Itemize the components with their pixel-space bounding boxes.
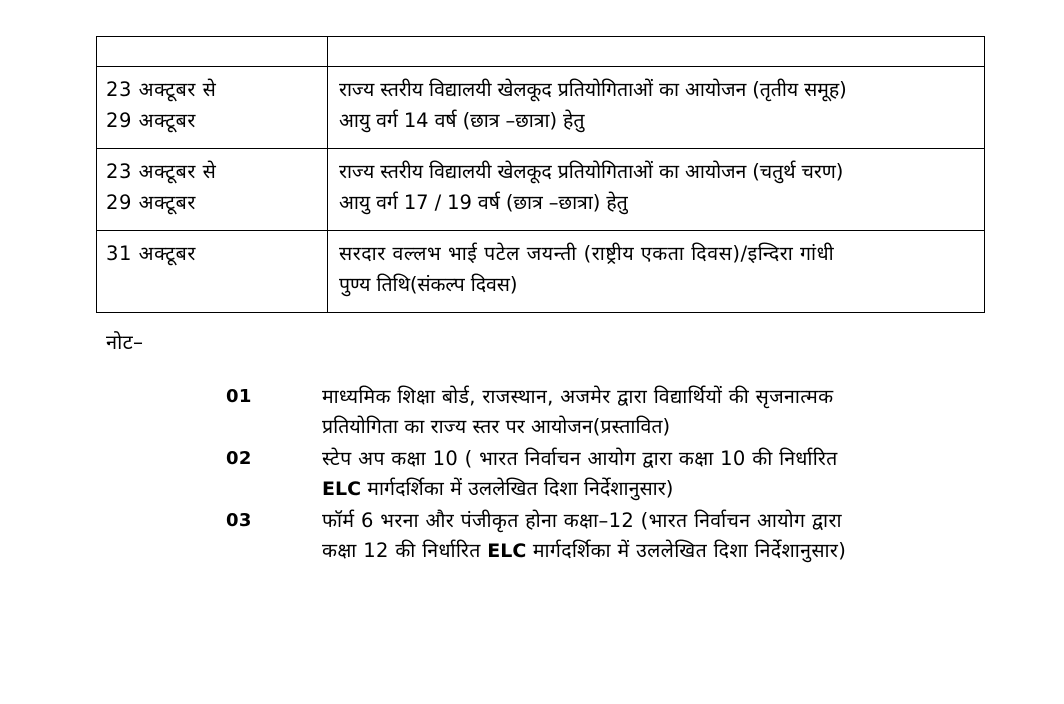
date-line: 29 अक्टूबर (106, 191, 196, 214)
date-line: 23 अक्टूबर से (106, 160, 217, 183)
note-segment: मार्गदर्शिका में उललेखित दिशा निर्देशानुसार) (361, 477, 674, 500)
note-line (322, 536, 1026, 566)
note-segment: मार्गदर्शिका में उललेखित दिशा निर्देशानुसार) (526, 539, 847, 562)
note-segment: प्रतियोगिता का राज्य स्तर पर आयोजन(प्रस्तावित) (322, 415, 671, 438)
note-text (322, 444, 1026, 504)
note-text (322, 382, 1026, 442)
description-line: सरदार वल्लभ भाई पटेल जयन्ती (राष्ट्रीय एकता दिवस)/इन्दिरा गांधी (339, 242, 835, 265)
note-number: 02 (226, 448, 252, 469)
note-segment: कक्षा 12 की निर्धारित (322, 539, 488, 562)
note-segment-latin: ELC (322, 478, 362, 500)
note-segment: माध्यमिक शिक्षा बोर्ड, राजस्थान, अजमेर द्वारा विद्यार्थियों की सृजनात्मक (322, 385, 834, 408)
header-cell-description (328, 37, 985, 67)
notes-list (226, 382, 1026, 568)
table-row (97, 149, 985, 231)
cell-description (328, 67, 985, 149)
note-line (322, 412, 1026, 442)
date-line: 31 अक्टूबर (106, 242, 196, 265)
date-line: 29 अक्टूबर (106, 109, 196, 132)
note-line (322, 382, 1026, 412)
description-line: राज्य स्तरीय विद्यालयी खेलकूद प्रतियोगिताओं का आयोजन (तृतीय समूह) (339, 78, 847, 101)
note-line (322, 444, 1026, 474)
description-line: राज्य स्तरीय विद्यालयी खेलकूद प्रतियोगिताओं का आयोजन (चतुर्थ चरण) (339, 160, 844, 183)
table-header-row (97, 37, 985, 67)
note-segment-latin: ELC (487, 540, 527, 562)
cell-date (97, 67, 328, 149)
schedule-table-body (97, 37, 985, 313)
description-line: आयु वर्ग 14 वर्ष (छात्र –छात्रा) हेतु (339, 109, 585, 132)
header-cell-date (97, 37, 328, 67)
cell-description (328, 149, 985, 231)
note-number: 01 (226, 386, 252, 407)
note-number: 03 (226, 510, 252, 531)
note-item (226, 382, 1026, 442)
note-text (322, 506, 1026, 566)
note-item (226, 506, 1026, 566)
note-line (322, 474, 1026, 504)
note-line (322, 506, 1026, 536)
cell-description (328, 231, 985, 313)
table-row (97, 231, 985, 313)
note-item (226, 444, 1026, 504)
note-segment: स्टेप अप कक्षा 10 ( भारत निर्वाचन आयोग द्वारा कक्षा 10 की निर्धारित (322, 447, 838, 470)
description-line: आयु वर्ग 17 / 19 वर्ष (छात्र –छात्रा) हेतु (339, 191, 628, 214)
description-line: पुण्य तिथि(संकल्प दिवस) (339, 273, 518, 296)
cell-date (97, 149, 328, 231)
note-segment: फॉर्म 6 भरना और पंजीकृत होना कक्षा–12 (भारत निर्वाचन आयोग द्वारा (322, 509, 842, 532)
schedule-table (96, 36, 985, 313)
date-line: 23 अक्टूबर से (106, 78, 217, 101)
table-row (97, 67, 985, 149)
note-label: नोट– (106, 330, 144, 354)
cell-date (97, 231, 328, 313)
